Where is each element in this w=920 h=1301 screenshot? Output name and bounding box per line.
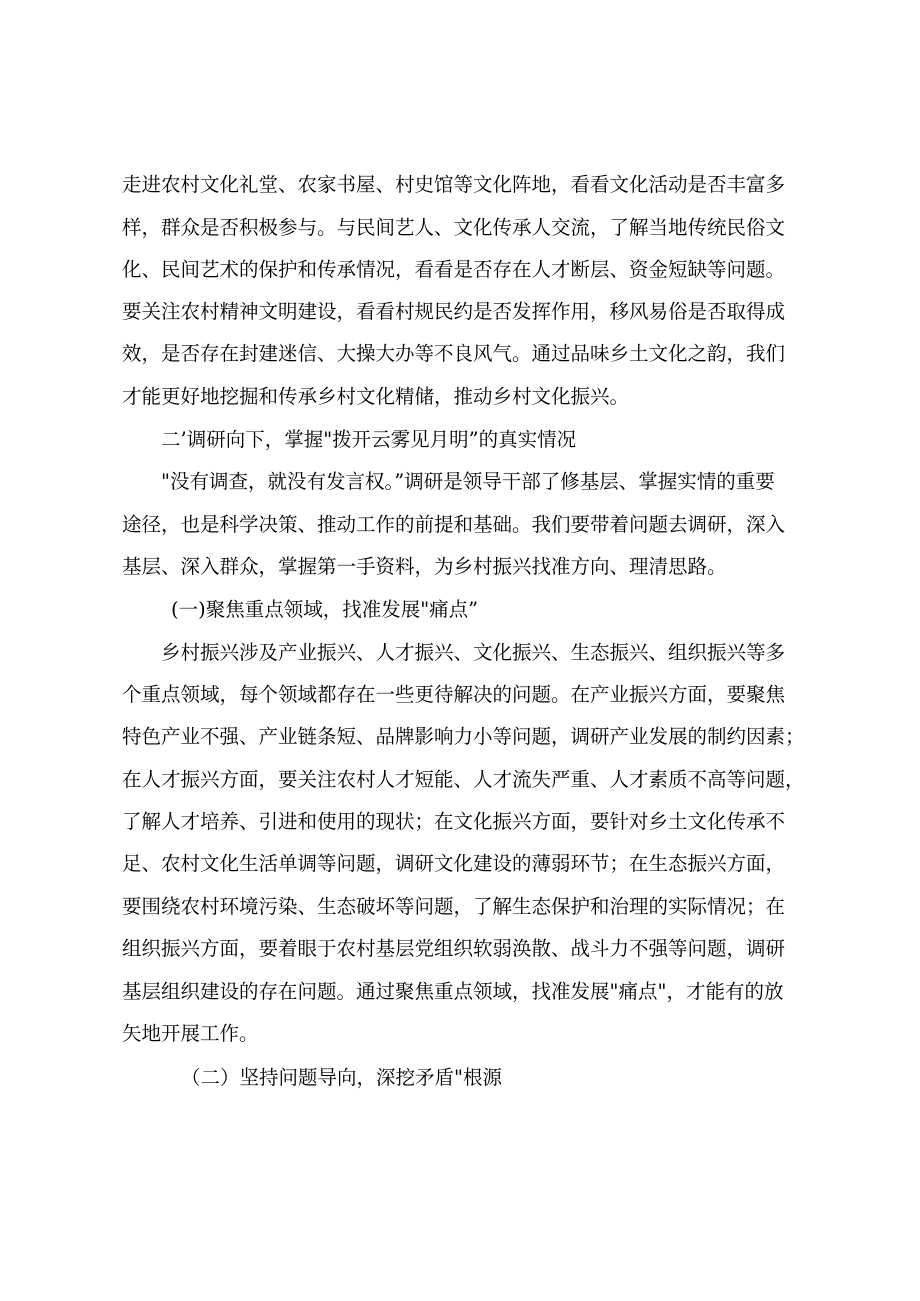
paragraph-line: 特色产业不强、产业链条短、品牌影响力小等问题，调研产业发展的制约因素； [122,725,805,748]
paragraph-line: 乡村振兴涉及产业振兴、人才振兴、文化振兴、生态振兴、组织振兴等多 [161,641,786,664]
paragraph-line: 矢地开展工作。 [122,1022,259,1045]
section-heading: 二’调研向下，掌握"拨开云雾见月明”的真实情况 [161,428,577,451]
paragraph-line: 了解人才培养、引进和使用的现状；在文化振兴方面，要针对乡土文化传承不 [122,810,786,833]
paragraph-line: 才能更好地挖掘和传承乡村文化精储，推动乡村文化振兴。 [122,385,630,408]
paragraph-line: 在人才振兴方面，要关注农村人才短能、人才流失严重、人才素质不高等问题， [122,768,805,791]
paragraph-line: 走进农村文化礼堂、农家书屋、村史馆等文化阵地，看看文化活动是否丰富多 [122,173,786,196]
paragraph-line: 化、民间艺术的保护和传承情况，看看是否存在人才断层、资金短缺等问题。 [122,258,786,281]
paragraph-line: 途径，也是科学决策、推动工作的前提和基础。我们要带着问题去调研，深入 [122,513,786,536]
paragraph-line: 样，群众是否积极参与。与民间艺人、文化传承人交流，了解当地传统民俗文 [122,216,786,239]
subsection-heading: (一)聚焦重点领域，找准发展"痛点” [171,598,479,621]
paragraph-line: 个重点领域，每个领域都存在一些更待解决的问题。在产业振兴方面，要聚焦 [122,683,786,706]
paragraph-line: 要关注农村精神文明建设，看看村规民约是否发挥作用，移风易俗是否取得成 [122,300,786,323]
paragraph-line: 组织振兴方面，要着眼于农村基层党组织软弱涣散、战斗力不强等问题，调研 [122,937,786,960]
paragraph-line: 要围绕农村环境污染、生态破坏等问题，了解生态保护和治理的实际情况；在 [122,895,786,918]
paragraph-line: 效，是否存在封建迷信、大操大办等不良风气。通过品味乡土文化之韵，我们 [122,342,786,365]
paragraph-line: 基层、深入群众，掌握第一手资料，为乡村振兴找准方向、理清思路。 [122,555,727,578]
paragraph-line: "没有调查，就没有发言权。”调研是领导干部了修基层、掌握实情的重要 [161,470,775,493]
paragraph-line: 足、农村文化生活单调等问题，调研文化建设的薄弱环节；在生态振兴方面， [122,852,786,875]
subsection-heading: （二）坚持问题导向，深挖矛盾"根源 [181,1066,502,1089]
paragraph-line: 基层组织建设的存在问题。通过聚焦重点领域，找准发展"痛点"，才能有的放 [122,980,784,1003]
